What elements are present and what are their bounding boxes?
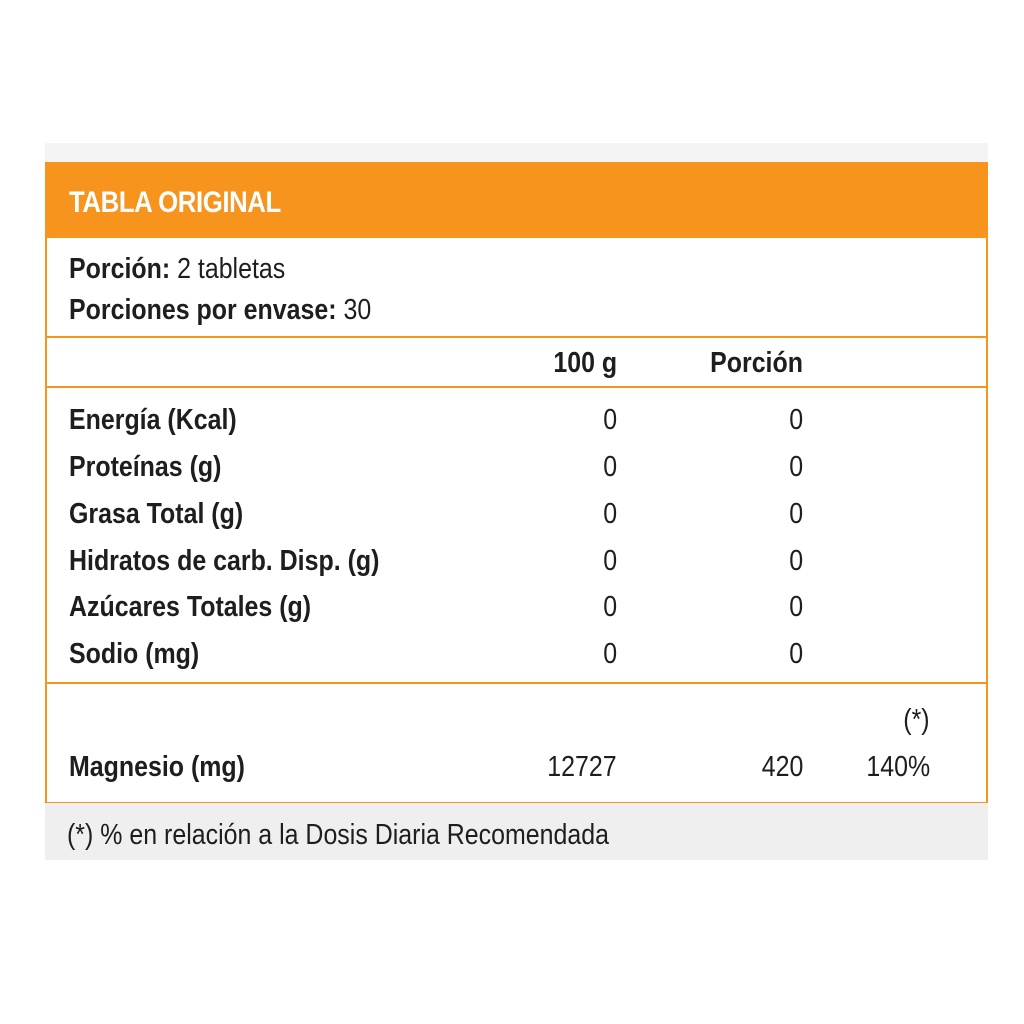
nutrient-value-100g: 0 [603,638,617,670]
nutrient-value-serving: 0 [789,638,803,670]
servings-per-container [69,296,371,325]
nutrient-value-100g: 0 [603,545,617,577]
nutrient-name: Hidratos de carb. Disp. (g) [69,545,380,577]
dv-marker: (*) [903,704,930,736]
footnote-bar [45,803,988,860]
nutrient-value-100g: 0 [603,498,617,530]
footnote: (*) % en relación a la Dosis Diaria Recomendada [67,819,610,851]
divider [47,336,986,338]
mineral-value-serving: 420 [761,751,803,783]
nutrient-name: Sodio (mg) [69,638,200,670]
nutrient-value-serving: 0 [789,545,803,577]
nutrient-value-serving: 0 [789,591,803,623]
nutrient-name: Energía (Kcal) [69,404,237,436]
divider [47,386,986,388]
nutrient-name: Proteínas (g) [69,451,222,483]
servings-per-container-value: 30 [343,294,372,326]
nutrient-value-100g: 0 [603,404,617,436]
column-header-serving: Porción [710,347,803,379]
nutrient-name: Grasa Total (g) [69,498,244,530]
nutrient-value-100g: 0 [603,591,617,623]
nutrient-name: Azúcares Totales (g) [69,591,312,623]
servings-per-container-label: Porciones por envase: [69,294,337,326]
serving-size-label: Porción: [69,253,171,285]
nutrient-value-100g: 0 [603,451,617,483]
nutrient-value-serving: 0 [789,498,803,530]
column-header-100g: 100 g [553,347,617,379]
serving-size [69,255,285,284]
mineral-value-100g: 12727 [547,751,617,783]
nutrient-value-serving: 0 [789,404,803,436]
nutrition-table [45,162,988,804]
dv-percent: 140% [866,751,930,783]
serving-size-value: 2 tabletas [177,253,286,285]
divider [47,682,986,684]
table-title: TABLA ORIGINAL [69,186,281,219]
nutrient-value-serving: 0 [789,451,803,483]
table-header [47,164,986,238]
top-band [45,143,988,162]
mineral-name: Magnesio (mg) [69,751,245,783]
